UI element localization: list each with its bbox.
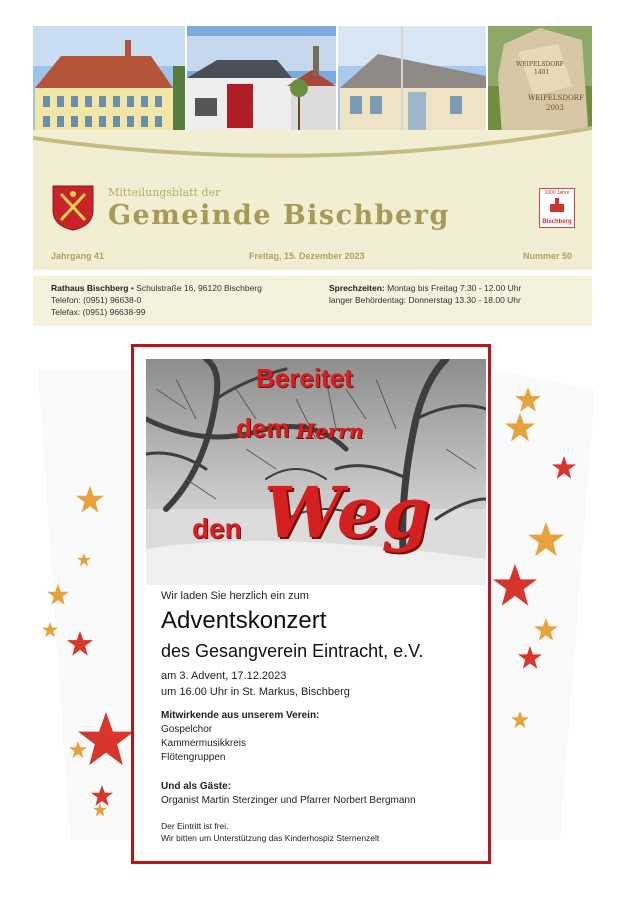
flyer-mitwirkende-heading: Mitwirkende aus unserem Verein: (161, 710, 320, 721)
flyer-title: Adventskonzert (161, 607, 327, 634)
coat-of-arms-logo (51, 184, 95, 237)
badge-name: Bischberg (542, 219, 572, 225)
overlay-weg: Weg (264, 471, 431, 554)
contact-right (329, 282, 521, 306)
flyer-group-item: Flötengruppen (161, 752, 226, 763)
overlay-bereitet: Bereitet (256, 363, 353, 393)
overlay-den: den (192, 513, 242, 544)
rathaus-label: Rathaus Bischberg (51, 283, 129, 293)
concert-flyer (131, 344, 491, 864)
issue-date: Freitag, 15. Dezember 2023 (249, 251, 365, 261)
badge-top-text: 1000 Jahre (544, 190, 570, 196)
stone-text-1: WEIPELSDORF (516, 61, 564, 68)
sprech-label: Sprechzeiten: (329, 283, 385, 293)
anniversary-badge (539, 188, 575, 228)
overlay-herrn: Herrn (296, 419, 364, 443)
flyer-gaeste: Organist Martin Sterzinger und Pfarrer Norbert Bergmann (161, 795, 416, 806)
flyer-time: um 16.00 Uhr in St. Markus, Bischberg (161, 686, 350, 698)
church-icon (546, 196, 568, 212)
stone-text-3: WEIPELSDORF (528, 94, 584, 102)
overlay-dem: dem (236, 413, 290, 443)
masthead-arc (33, 118, 592, 178)
flyer-eintritt: Der Eintritt ist frei. (161, 821, 229, 831)
flyer-winter-photo (146, 359, 486, 585)
stone-text-4: 2003 (546, 104, 564, 112)
telefax: Telefax: (0951) 96638-99 (51, 307, 146, 317)
flyer-invite: Wir laden Sie herzlich ein zum (161, 590, 309, 602)
issue-volume: Jahrgang 41 (51, 251, 105, 261)
contact-left (51, 282, 262, 318)
issue-number: Nummer 50 (523, 251, 573, 261)
flyer-gaeste-heading: Und als Gäste: (161, 781, 232, 792)
flyer-subtitle: des Gesangverein Eintracht, e.V. (161, 641, 424, 661)
flyer-hospiz: Wir bitten um Unterstützung das Kinderhospiz Sternenzelt (161, 833, 380, 843)
flyer-group-item: Kammermusikkreis (161, 738, 247, 749)
flyer-date: am 3. Advent, 17.12.2023 (161, 670, 287, 682)
stone-text-2: 1401 (534, 69, 550, 76)
telefon: Telefon: (0951) 96638-0 (51, 295, 142, 305)
sprech-text: Montag bis Freitag 7.30 - 12.00 Uhr (384, 283, 522, 293)
flyer-group-item: Gospelchor (161, 724, 213, 735)
behoerde-text: langer Behördentag: Donnerstag 13.30 - 18.00 Uhr (329, 295, 521, 305)
masthead-title: Gemeinde Bischberg (108, 200, 450, 231)
masthead-subtitle: Mitteilungsblatt der (108, 186, 221, 199)
rathaus-address: • Schulstraße 16, 96120 Bischberg (128, 283, 262, 293)
